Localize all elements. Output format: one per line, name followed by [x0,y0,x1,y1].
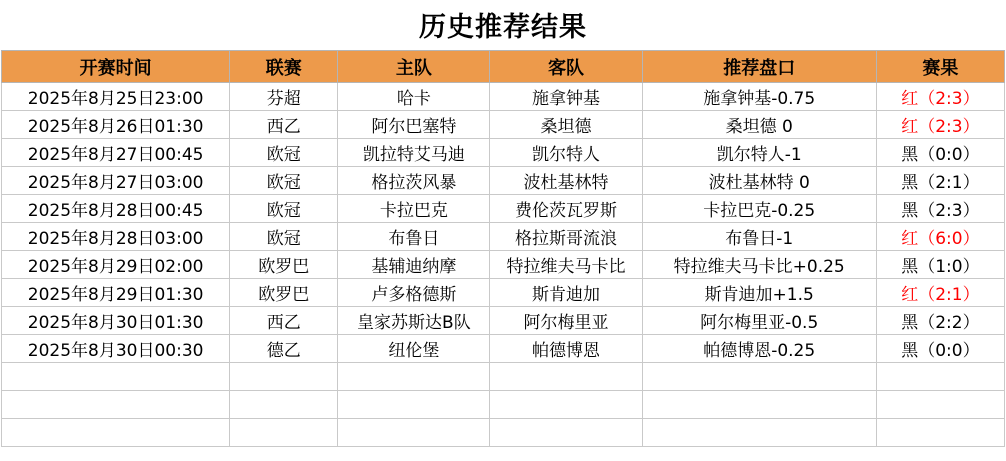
cell-league: 欧冠 [230,223,338,251]
table-row [2,307,1005,335]
cell-result: 黑（1:0） [876,251,1004,279]
table-header-row [2,51,1005,83]
cell-result: 红（6:0） [876,223,1004,251]
cell-home-team: 阿尔巴塞特 [338,111,490,139]
cell-away-team: 特拉维夫马卡比 [490,251,642,279]
cell-league: 欧冠 [230,139,338,167]
cell-empty [876,363,1004,391]
cell-league: 欧罗巴 [230,251,338,279]
cell-handicap: 斯肯迪加+1.5 [642,279,876,307]
cell-empty [642,419,876,447]
cell-empty [642,363,876,391]
cell-empty [2,391,230,419]
column-header-result: 赛果 [876,51,1004,83]
page-title: 历史推荐结果 [419,12,587,43]
cell-home-team: 基辅迪纳摩 [338,251,490,279]
cell-empty [230,391,338,419]
column-header-league: 联赛 [230,51,338,83]
cell-empty [490,419,642,447]
cell-handicap: 阿尔梅里亚-0.5 [642,307,876,335]
cell-away-team: 桑坦德 [490,111,642,139]
cell-away-team: 波杜基林特 [490,167,642,195]
cell-result: 红（2:3） [876,83,1004,111]
cell-league: 欧冠 [230,167,338,195]
cell-handicap: 特拉维夫马卡比+0.25 [642,251,876,279]
cell-home-team: 格拉茨风暴 [338,167,490,195]
cell-league: 西乙 [230,307,338,335]
cell-away-team: 格拉斯哥流浪 [490,223,642,251]
table-row [2,111,1005,139]
cell-league: 芬超 [230,83,338,111]
cell-league: 欧罗巴 [230,279,338,307]
cell-time: 2025年8月28日03:00 [2,223,230,251]
column-header-time: 开赛时间 [2,51,230,83]
cell-result: 黑（2:3） [876,195,1004,223]
cell-time: 2025年8月29日02:00 [2,251,230,279]
cell-empty [490,391,642,419]
cell-handicap: 布鲁日-1 [642,223,876,251]
table-row [2,167,1005,195]
cell-away-team: 费伦茨瓦罗斯 [490,195,642,223]
cell-time: 2025年8月29日01:30 [2,279,230,307]
cell-handicap: 卡拉巴克-0.25 [642,195,876,223]
cell-handicap: 波杜基林特 0 [642,167,876,195]
cell-result: 黑（2:1） [876,167,1004,195]
history-results-table [1,50,1005,447]
cell-time: 2025年8月26日01:30 [2,111,230,139]
cell-result: 红（2:3） [876,111,1004,139]
cell-away-team: 凯尔特人 [490,139,642,167]
cell-home-team: 布鲁日 [338,223,490,251]
table-row-empty [2,363,1005,391]
cell-time: 2025年8月27日03:00 [2,167,230,195]
cell-handicap: 桑坦德 0 [642,111,876,139]
cell-away-team: 帕德博恩 [490,335,642,363]
cell-empty [490,363,642,391]
cell-empty [338,419,490,447]
column-header-home-team: 主队 [338,51,490,83]
cell-empty [2,419,230,447]
cell-empty [230,363,338,391]
table-row [2,195,1005,223]
cell-league: 德乙 [230,335,338,363]
cell-home-team: 卢多格德斯 [338,279,490,307]
cell-home-team: 卡拉巴克 [338,195,490,223]
cell-time: 2025年8月30日01:30 [2,307,230,335]
cell-empty [338,363,490,391]
table-row-empty [2,419,1005,447]
cell-home-team: 皇家苏斯达B队 [338,307,490,335]
cell-handicap: 施拿钟基-0.75 [642,83,876,111]
table-row [2,139,1005,167]
column-header-away-team: 客队 [490,51,642,83]
cell-league: 西乙 [230,111,338,139]
cell-empty [876,419,1004,447]
table-row [2,83,1005,111]
cell-empty [876,391,1004,419]
cell-time: 2025年8月25日23:00 [2,83,230,111]
cell-away-team: 斯肯迪加 [490,279,642,307]
column-header-recommended-handicap: 推荐盘口 [642,51,876,83]
cell-away-team: 施拿钟基 [490,83,642,111]
cell-time: 2025年8月27日00:45 [2,139,230,167]
cell-league: 欧冠 [230,195,338,223]
cell-result: 红（2:1） [876,279,1004,307]
table-row [2,279,1005,307]
table-header [2,51,1005,83]
table-row-empty [2,391,1005,419]
cell-result: 黑（0:0） [876,335,1004,363]
cell-result: 黑（2:2） [876,307,1004,335]
cell-result: 黑（0:0） [876,139,1004,167]
cell-home-team: 哈卡 [338,83,490,111]
cell-empty [230,419,338,447]
table-body [2,83,1005,447]
cell-time: 2025年8月28日00:45 [2,195,230,223]
table-row [2,251,1005,279]
cell-time: 2025年8月30日00:30 [2,335,230,363]
cell-away-team: 阿尔梅里亚 [490,307,642,335]
table-row [2,223,1005,251]
table-row [2,335,1005,363]
cell-home-team: 纽伦堡 [338,335,490,363]
cell-home-team: 凯拉特艾马迪 [338,139,490,167]
cell-empty [642,391,876,419]
cell-handicap: 帕德博恩-0.25 [642,335,876,363]
cell-empty [338,391,490,419]
cell-empty [2,363,230,391]
cell-handicap: 凯尔特人-1 [642,139,876,167]
